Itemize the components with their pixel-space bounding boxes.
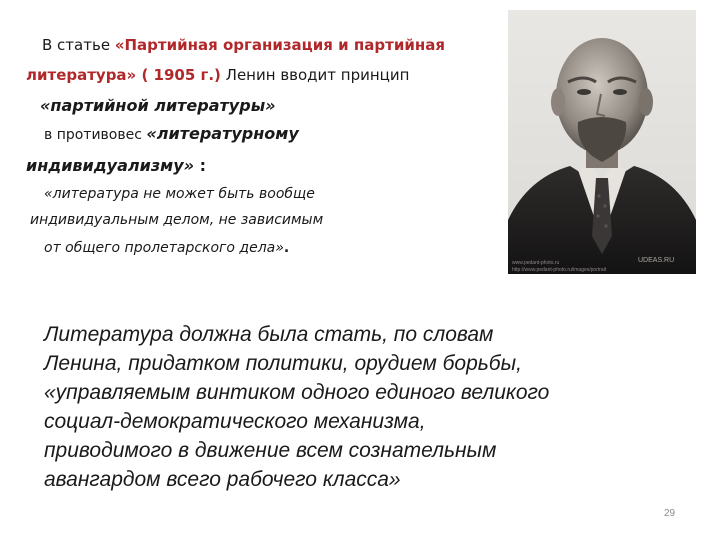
intro-line-1	[42, 36, 445, 54]
main-text-line-4: социал-демократического механизма,	[44, 410, 426, 433]
contrast-line-2	[26, 156, 206, 175]
moustache-beard	[578, 117, 626, 162]
watermark-left-1: www.pedant-photo.ru	[512, 260, 560, 266]
contrast-prefix: в противовес	[44, 127, 147, 143]
quote-line-3-text: от общего пролетарского дела»	[44, 240, 284, 256]
contrast-term-part1: «литературному	[146, 124, 299, 143]
main-text-line-5: приводимого в движение всем сознательным	[44, 439, 497, 462]
main-text-line-2: Ленина, придатком политики, орудием борьбы,	[44, 352, 522, 375]
watermark-left-2: http://www.pedant-photo.ru/images/portrait	[512, 267, 607, 273]
main-text-line-6: авангардом всего рабочего класса»	[44, 468, 401, 491]
main-text-line-3: «управляемым винтиком одного единого великого	[44, 381, 550, 404]
quote-line-2: индивидуальным делом, не зависимым	[30, 212, 324, 228]
principle-phrase: «партийной литературы»	[40, 96, 276, 115]
contrast-line-1	[44, 124, 299, 143]
watermark-right: UDEAS.RU	[638, 257, 675, 264]
quote-period: .	[283, 240, 290, 256]
contrast-colon: :	[194, 156, 206, 175]
article-title-part1: «Партийная организация и партийная	[114, 36, 445, 54]
article-title-part2: литература» ( 1905 г.)	[26, 66, 221, 84]
page-number: 29	[664, 508, 676, 519]
contrast-term-part2: индивидуализму»	[26, 156, 195, 175]
intro-prefix: В статье	[42, 36, 115, 54]
quote-line-1: «литература не может быть вообще	[44, 186, 315, 202]
quote-line-3	[44, 240, 289, 256]
intro-line-2	[26, 66, 409, 84]
portrait-photo	[508, 10, 696, 274]
main-text-line-1: Литература должна была стать, по словам	[44, 323, 494, 346]
portrait-illustration	[508, 10, 696, 274]
intro-line-2-rest: Ленин вводит принцип	[220, 66, 410, 84]
